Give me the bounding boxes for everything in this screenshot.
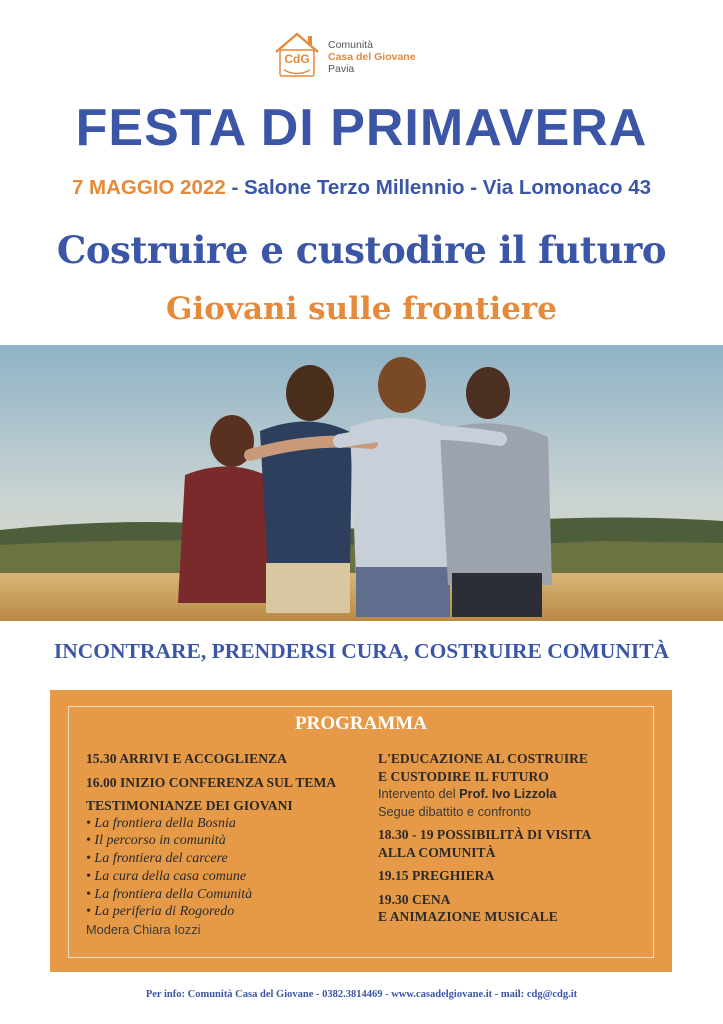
program-box <box>50 690 672 972</box>
logo <box>272 30 442 80</box>
list-item: • La frontiera della Bosnia <box>86 815 236 831</box>
logo-mark-text: CdG <box>284 52 310 66</box>
logo-text <box>328 39 416 75</box>
program-item-dinner-2: E ANIMAZIONE MUSICALE <box>378 909 558 924</box>
tagline: INCONTRARE, PRENDERSI CURA, COSTRUIRE COMUNITÀ <box>53 639 670 663</box>
program-item-visit-1: 18.30 - 19 POSSIBILITÀ DI VISITA <box>378 827 592 842</box>
event-date: 7 MAGGIO 2022 <box>71 176 226 199</box>
logo-line-1: Comunità <box>328 39 373 51</box>
program-item-conference: 16.00 INIZIO CONFERENZA SUL TEMA <box>86 774 337 790</box>
event-title: FESTA DI PRIMAVERA <box>75 99 648 157</box>
program-title: PROGRAMMA <box>295 713 427 734</box>
program-left-column <box>86 750 386 939</box>
program-item-education-1: L'EDUCAZIONE AL COSTRUIRE <box>378 751 588 766</box>
logo-line-3: Pavia <box>328 63 355 75</box>
speaker-line <box>378 785 648 803</box>
program-right-column <box>378 750 648 926</box>
logo-line-2: Casa del Giovane <box>328 51 416 63</box>
moderator: Modera Chiara Iozzi <box>86 922 201 938</box>
hero-photo <box>0 345 723 621</box>
testimonies-list <box>86 815 386 922</box>
program-item-dinner-1: 19.30 CENA <box>378 891 451 907</box>
program-item-prayer: 19.15 PREGHIERA <box>378 868 495 883</box>
event-dateline <box>0 174 723 202</box>
footer-info: Per info: Comunità Casa del Giovane - 0382.3814469 - www.casadelgiovane.it - mail: cdg@cdg.it <box>145 989 578 1000</box>
debate-line: Segue dibattito e confronto <box>378 803 531 819</box>
event-location: - Salone Terzo Millennio - Via Lomonaco 43 <box>225 176 652 199</box>
subtitle-main: Costruire e custodire il futuro <box>56 228 667 272</box>
program-item-education-2: E CUSTODIRE IL FUTURO <box>378 768 549 784</box>
subtitle-secondary: Giovani sulle frontiere <box>166 291 557 327</box>
program-item-arrivals: 15.30 ARRIVI E ACCOGLIENZA <box>86 751 287 766</box>
program-item-visit-2: ALLA COMUNITÀ <box>378 844 496 860</box>
list-item: • La frontiera del carcere <box>86 851 228 867</box>
speaker-name: Prof. Ivo Lizzola <box>459 786 557 801</box>
house-hands-icon <box>272 30 322 80</box>
program-item-testimonies: TESTIMONIANZE DEI GIOVANI <box>86 798 293 813</box>
list-item: • La periferia di Rogoredo <box>86 904 235 920</box>
list-item: • La cura della casa comune <box>86 868 247 884</box>
speaker-prefix: Intervento del <box>378 786 460 801</box>
list-item: • La frontiera della Comunità <box>86 886 253 902</box>
list-item: • Il percorso in comunità <box>86 833 226 849</box>
